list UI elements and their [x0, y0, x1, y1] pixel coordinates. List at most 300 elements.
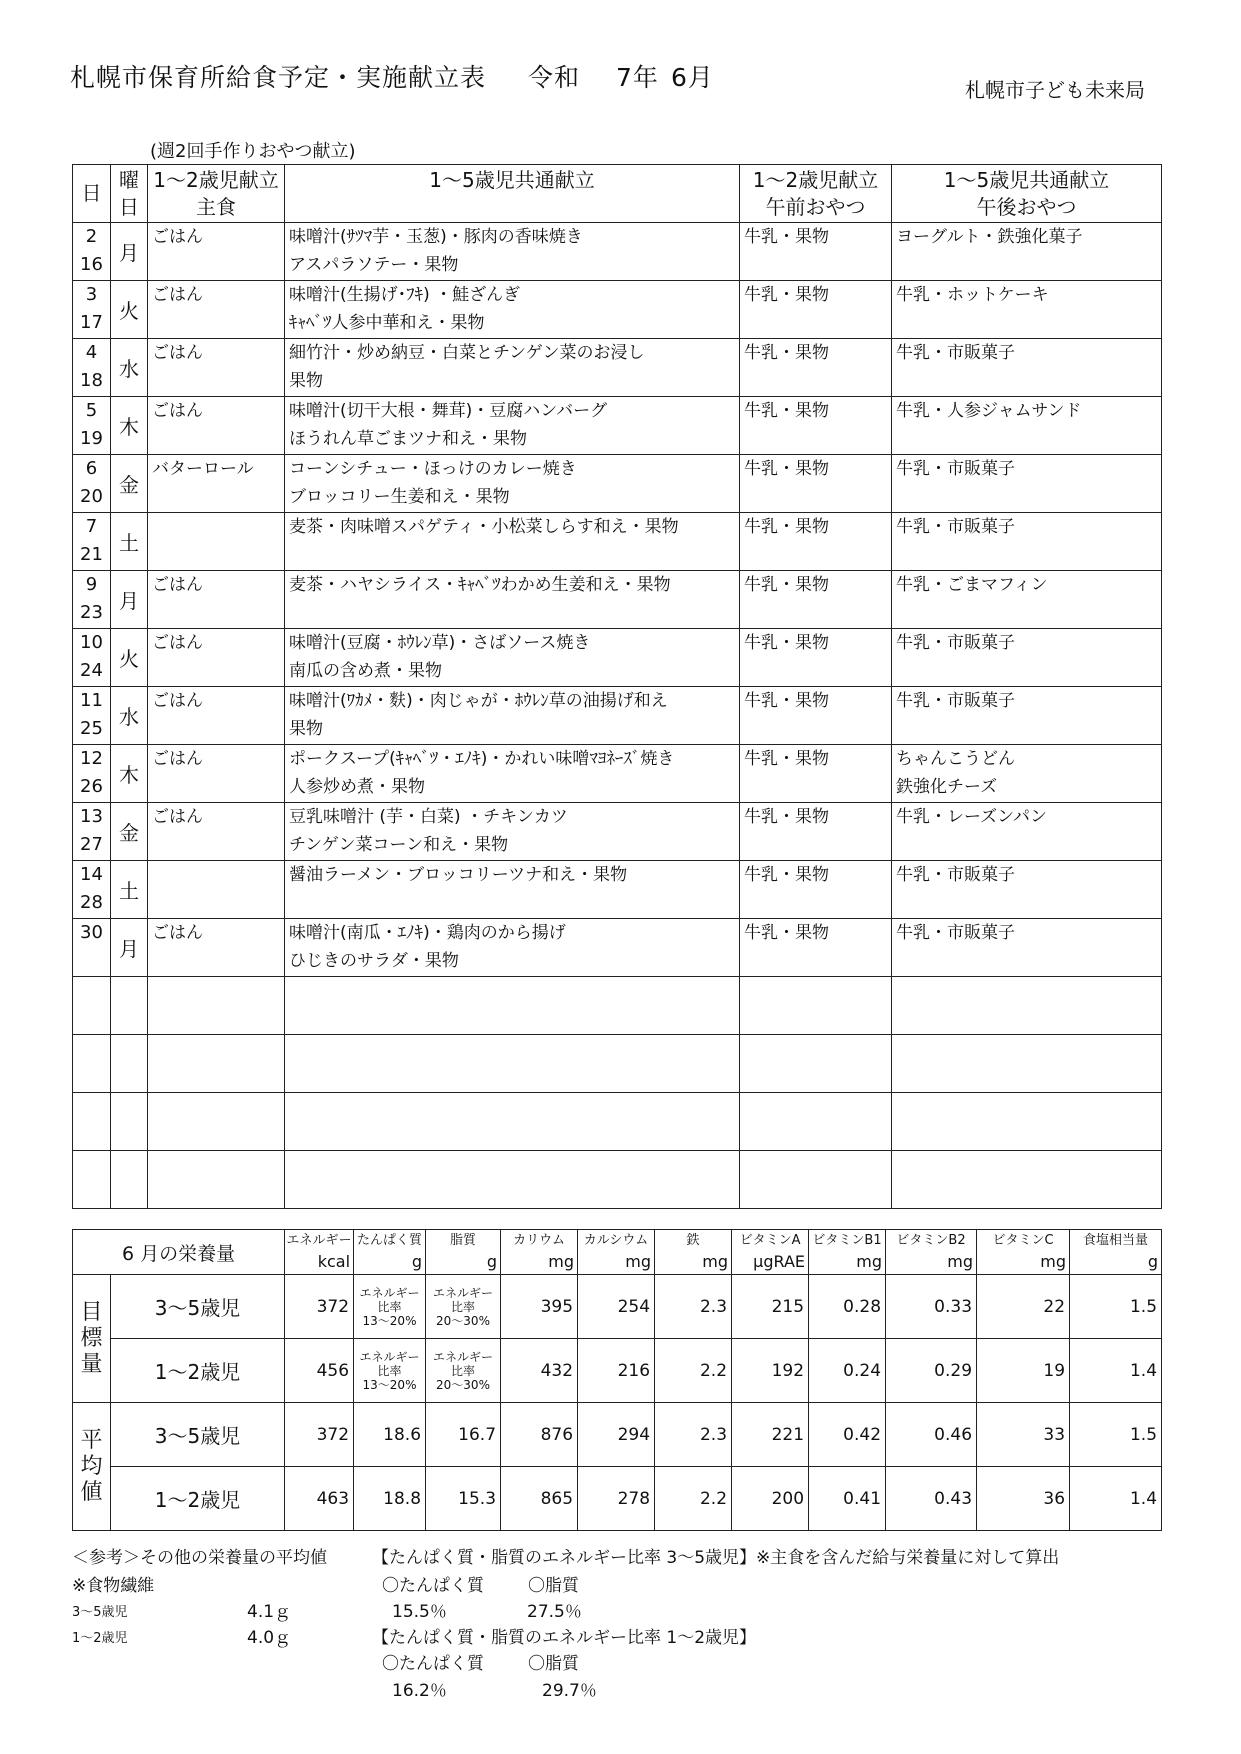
date-first: 11	[80, 690, 103, 711]
weekday-cell	[111, 1151, 148, 1209]
am-snack-text	[744, 1035, 891, 1063]
nutrient-unit: μgRAE	[753, 1252, 806, 1271]
value-potassium: 395	[501, 1275, 578, 1339]
date-first: 7	[85, 516, 98, 537]
am-snack-cell	[740, 513, 892, 571]
dish-line-1: 味噌汁(生揚げ･ﾌｷ) ・鮭ざんぎ	[289, 285, 521, 305]
value-potassium: 432	[501, 1339, 578, 1403]
dish-line-1: 味噌汁(切干大根・舞茸)・豆腐ハンバーグ	[289, 401, 608, 421]
am-snack-text: 牛乳・果物	[744, 691, 829, 711]
dish-line-1	[289, 1093, 739, 1121]
am-snack-cell	[740, 629, 892, 687]
date-first: 14	[80, 864, 103, 885]
menu-row	[73, 803, 1162, 861]
value-vitamin-b2: 0.43	[886, 1467, 977, 1531]
am-snack-text: 牛乳・果物	[744, 807, 829, 827]
pm-snack-cell	[892, 513, 1162, 571]
fat-ratio-note	[426, 1339, 501, 1403]
protein-ratio-1-2: 16.2％	[392, 1681, 447, 1701]
pm-snack-line-2	[896, 251, 1161, 279]
target-group-text: 目標量	[80, 1299, 103, 1377]
common-menu-cell	[285, 1035, 740, 1093]
pm-snack-cell	[892, 281, 1162, 339]
weekday-cell: 土	[111, 513, 148, 571]
staple-cell	[148, 571, 285, 629]
fat-ratio-1-2: 29.7％	[542, 1681, 597, 1701]
value-vitamin-c: 22	[977, 1275, 1070, 1339]
am-snack-text: 牛乳・果物	[744, 459, 829, 479]
nutrient-header	[655, 1230, 732, 1275]
protein-ratio-note	[354, 1275, 426, 1339]
staple-cell	[148, 281, 285, 339]
nutrient-header	[285, 1230, 354, 1275]
value-potassium: 865	[501, 1467, 578, 1531]
date-second: 18	[80, 370, 103, 391]
common-menu-cell	[285, 455, 740, 513]
nutrition-table	[72, 1229, 1162, 1531]
staple-cell	[148, 803, 285, 861]
value-iron: 2.3	[655, 1403, 732, 1467]
dish-line-2	[289, 1121, 739, 1149]
value-protein: 18.6	[354, 1403, 426, 1467]
date-cell	[73, 223, 111, 281]
ratio-range: 13～20%	[362, 1377, 417, 1392]
document-title	[70, 58, 714, 94]
menu-row	[73, 571, 1162, 629]
staple-cell	[148, 629, 285, 687]
ratio-line2: 比率	[451, 1299, 476, 1314]
am-snack-text: 牛乳・果物	[744, 575, 829, 595]
value-vitamin-c: 19	[977, 1339, 1070, 1403]
pm-snack-cell	[892, 339, 1162, 397]
pm-snack-cell	[892, 629, 1162, 687]
pm-snack-line-2	[896, 483, 1161, 511]
am-snack-text: 牛乳・果物	[744, 633, 829, 653]
pm-snack-line-1: ちゃんこうどん	[896, 749, 1015, 769]
reference-heading: ＜参考＞その他の栄養量の平均値	[72, 1548, 327, 1568]
age-label: 1～2歳児	[111, 1339, 285, 1403]
value-fat: 15.3	[426, 1467, 501, 1531]
staple-cell	[148, 687, 285, 745]
age-label: 1～2歳児	[111, 1467, 285, 1531]
staple-cell	[148, 339, 285, 397]
dish-line-2: 人参炒め煮・果物	[289, 777, 425, 797]
nutrient-label: 食塩相当量	[1083, 1233, 1149, 1248]
value-protein: 18.8	[354, 1467, 426, 1531]
pm-snack-cell	[892, 919, 1162, 977]
menu-row	[73, 223, 1162, 281]
common-menu-cell	[285, 513, 740, 571]
header-pm-line1: 1～5歳児共通献立	[943, 167, 1110, 192]
dish-line-1	[289, 977, 739, 1005]
menu-row	[73, 745, 1162, 803]
pm-snack-line-2	[896, 889, 1161, 917]
date-cell	[73, 281, 111, 339]
pm-snack-line-2: 鉄強化チーズ	[896, 777, 998, 797]
nutrient-header	[1070, 1230, 1162, 1275]
staple-cell	[148, 1035, 285, 1093]
menu-row	[73, 977, 1162, 1035]
weekday-cell: 月	[111, 223, 148, 281]
value-potassium: 876	[501, 1403, 578, 1467]
protein-label-3-5: 〇たんぱく質	[382, 1576, 484, 1596]
am-snack-text: 牛乳・果物	[744, 923, 829, 943]
menu-row	[73, 397, 1162, 455]
era-text: 令和	[528, 63, 581, 92]
date-cell	[73, 513, 111, 571]
date-cell	[73, 977, 111, 1035]
weekday-cell: 金	[111, 803, 148, 861]
ratio-range: 13～20%	[362, 1313, 417, 1328]
am-snack-text: 牛乳・果物	[744, 227, 829, 247]
value-vitamin-c: 33	[977, 1403, 1070, 1467]
dish-line-1: 麦茶・肉味噌スパゲティ・小松菜しらす和え・果物	[289, 517, 679, 537]
am-snack-text: 牛乳・果物	[744, 285, 829, 305]
title-text: 札幌市保育所給食予定・実施献立表	[70, 63, 487, 92]
staple-cell	[148, 1093, 285, 1151]
staple-cell	[148, 397, 285, 455]
menu-row	[73, 1093, 1162, 1151]
menu-row	[73, 281, 1162, 339]
header-day: 日	[73, 165, 111, 223]
common-menu-cell	[285, 1151, 740, 1209]
staple-text	[152, 513, 284, 541]
pm-snack-line-1: 牛乳・市販菓子	[896, 923, 1015, 943]
nutrient-label: ビタミンC	[992, 1233, 1054, 1248]
pm-snack-line-1: 牛乳・市販菓子	[896, 865, 1015, 885]
value-iron: 2.2	[655, 1339, 732, 1403]
dish-line-2: ほうれん草ごまツナ和え・果物	[289, 429, 527, 449]
am-snack-text: 牛乳・果物	[744, 401, 829, 421]
date-first: 2	[85, 226, 98, 247]
dish-line-2	[289, 1179, 739, 1207]
target-group-label	[73, 1275, 111, 1403]
value-vitamin-b1: 0.41	[809, 1467, 886, 1531]
date-cell	[73, 571, 111, 629]
pm-snack-cell	[892, 1093, 1162, 1151]
dish-line-1: 味噌汁(ﾜｶﾒ・麩)・肉じゃが・ﾎｳﾚﾝ草の油揚げ和え	[289, 691, 668, 711]
date-second: 28	[80, 892, 103, 913]
value-vitamin-b1: 0.42	[809, 1403, 886, 1467]
ratio-line1: エネルギー	[359, 1285, 420, 1300]
nutrient-label: 鉄	[686, 1233, 700, 1248]
date-cell	[73, 339, 111, 397]
am-snack-text: 牛乳・果物	[744, 749, 829, 769]
am-snack-cell	[740, 745, 892, 803]
pm-snack-line-1: 牛乳・市販菓子	[896, 459, 1015, 479]
weekday-cell: 火	[111, 281, 148, 339]
date-second: 23	[80, 602, 103, 623]
average-row-1-2	[73, 1467, 1162, 1531]
nutrient-unit: mg	[702, 1252, 729, 1271]
pm-snack-line-1	[896, 1093, 1161, 1121]
weekday-cell: 木	[111, 397, 148, 455]
pm-snack-line-2	[896, 367, 1161, 395]
am-snack-text	[744, 1151, 891, 1179]
dish-line-2: ｷｬﾍﾞﾂ人参中華和え・果物	[289, 313, 485, 333]
dish-line-2: 南瓜の含め煮・果物	[289, 661, 442, 681]
menu-header-row	[73, 165, 1162, 223]
handmade-snack-note: (週2回手作りおやつ献立)	[150, 141, 356, 162]
nutrition-header-row	[73, 1230, 1162, 1275]
date-cell	[73, 1093, 111, 1151]
date-cell	[73, 1035, 111, 1093]
header-pm-line2: 午後おやつ	[976, 194, 1077, 219]
common-menu-cell	[285, 223, 740, 281]
pm-snack-line-2	[896, 309, 1161, 337]
pm-snack-line-1: 牛乳・市販菓子	[896, 633, 1015, 653]
pm-snack-line-2	[896, 657, 1161, 685]
pm-snack-line-2	[896, 715, 1161, 743]
pm-snack-line-2	[896, 947, 1161, 975]
dish-line-2	[289, 1005, 739, 1033]
value-calcium: 216	[578, 1339, 655, 1403]
value-vitamin-a: 215	[732, 1275, 809, 1339]
staple-text: ごはん	[152, 227, 203, 247]
dish-line-2	[289, 1063, 739, 1091]
date-cell	[73, 803, 111, 861]
weekday-cell	[111, 1035, 148, 1093]
pm-snack-line-2	[896, 1063, 1161, 1091]
ratio-line1: エネルギー	[433, 1285, 494, 1300]
ratio-1-2-heading: 【たんぱく質・脂質のエネルギー比率 1～2歳児】	[372, 1628, 757, 1648]
dish-line-1: コーンシチュー・ほっけのカレー焼き	[289, 459, 577, 479]
ratio-line2: 比率	[377, 1363, 402, 1378]
common-menu-cell	[285, 977, 740, 1035]
pm-snack-line-2	[896, 599, 1161, 627]
nutrient-unit: mg	[625, 1252, 652, 1271]
value-energy: 456	[285, 1339, 354, 1403]
value-vitamin-a: 221	[732, 1403, 809, 1467]
nutrient-label: エネルギー	[286, 1233, 352, 1248]
age-label: 3～5歳児	[111, 1275, 285, 1339]
date-first: 10	[80, 632, 103, 653]
value-vitamin-b2: 0.33	[886, 1275, 977, 1339]
nutrient-label: ビタミンB2	[896, 1233, 966, 1248]
value-vitamin-a: 192	[732, 1339, 809, 1403]
dish-line-1: 細竹汁・炒め納豆・白菜とチンゲン菜のお浸し	[289, 343, 645, 363]
header-dow-line2: 日	[119, 194, 139, 219]
staple-text: ごはん	[152, 285, 203, 305]
pm-snack-line-1: 牛乳・市販菓子	[896, 691, 1015, 711]
fat-ratio-note	[426, 1275, 501, 1339]
common-menu-cell	[285, 339, 740, 397]
nutrient-unit: mg	[947, 1252, 974, 1271]
date-first: 12	[80, 748, 103, 769]
year-text: 7年	[616, 63, 659, 92]
am-snack-text	[744, 1093, 891, 1121]
pm-snack-line-1	[896, 977, 1161, 1005]
average-row-3-5	[73, 1403, 1162, 1467]
age-label: 3～5歳児	[111, 1403, 285, 1467]
nutrient-header	[501, 1230, 578, 1275]
average-group-text: 平均値	[80, 1427, 103, 1505]
pm-snack-cell	[892, 861, 1162, 919]
fat-label-1-2: 〇脂質	[528, 1654, 579, 1674]
date-cell	[73, 455, 111, 513]
pm-snack-cell	[892, 687, 1162, 745]
date-first: 9	[85, 574, 98, 595]
pm-snack-line-1: 牛乳・市販菓子	[896, 517, 1015, 537]
staple-cell	[148, 977, 285, 1035]
date-cell	[73, 919, 111, 977]
header-staple-line1: 1～2歳児献立	[153, 167, 279, 192]
menu-row	[73, 455, 1162, 513]
nutrient-header	[426, 1230, 501, 1275]
weekday-cell: 火	[111, 629, 148, 687]
staple-text	[152, 1035, 284, 1063]
fiber-3-5-value: 4.1ｇ	[247, 1602, 292, 1622]
value-fat: 16.7	[426, 1403, 501, 1467]
menu-row	[73, 919, 1162, 977]
nutrient-label: ビタミンB1	[812, 1233, 882, 1248]
weekday-cell: 土	[111, 861, 148, 919]
date-first: 5	[85, 400, 98, 421]
header-staple	[148, 165, 285, 223]
common-menu-cell	[285, 803, 740, 861]
value-iron: 2.3	[655, 1275, 732, 1339]
value-salt: 1.4	[1070, 1339, 1162, 1403]
common-menu-cell	[285, 745, 740, 803]
ratio-line1: エネルギー	[433, 1349, 494, 1364]
date-second: 24	[80, 660, 103, 681]
ratio-line2: 比率	[377, 1299, 402, 1314]
ratio-range: 20～30%	[436, 1377, 490, 1392]
protein-label-1-2: 〇たんぱく質	[382, 1654, 484, 1674]
common-menu-cell	[285, 687, 740, 745]
nutrient-label: ビタミンA	[739, 1233, 801, 1248]
am-snack-cell	[740, 223, 892, 281]
nutrient-label: たんぱく質	[357, 1233, 423, 1248]
date-second: 20	[80, 486, 103, 507]
am-snack-text: 牛乳・果物	[744, 343, 829, 363]
staple-cell	[148, 745, 285, 803]
weekday-cell: 水	[111, 339, 148, 397]
pm-snack-cell	[892, 1151, 1162, 1209]
dish-line-2: 果物	[289, 371, 323, 391]
weekday-cell: 金	[111, 455, 148, 513]
value-vitamin-a: 200	[732, 1467, 809, 1531]
pm-snack-line-1: 牛乳・ごまマフィン	[896, 575, 1048, 595]
staple-text: ごはん	[152, 575, 203, 595]
nutrient-label: カリウム	[513, 1233, 565, 1248]
menu-row	[73, 1151, 1162, 1209]
ratio-3-5-heading: 【たんぱく質・脂質のエネルギー比率 3～5歳児】※主食を含んだ給与栄養量に対して算出	[372, 1548, 1060, 1568]
dish-line-2: ブロッコリー生姜和え・果物	[289, 487, 510, 507]
fiber-3-5-label: 3～5歳児	[72, 1605, 128, 1620]
header-pm-snack	[892, 165, 1162, 223]
common-menu-cell	[285, 281, 740, 339]
nutrient-header	[732, 1230, 809, 1275]
staple-text: ごはん	[152, 807, 203, 827]
dish-line-1: 味噌汁(豆腐・ﾎｳﾚﾝ草)・さばソース焼き	[289, 633, 591, 653]
staple-text: ごはん	[152, 923, 203, 943]
value-energy: 372	[285, 1275, 354, 1339]
pm-snack-line-1	[896, 1151, 1161, 1179]
value-energy: 372	[285, 1403, 354, 1467]
header-staple-line2: 主食	[196, 194, 236, 219]
pm-snack-line-1: 牛乳・人参ジャムサンド	[896, 401, 1082, 421]
menu-row	[73, 861, 1162, 919]
am-snack-cell	[740, 687, 892, 745]
pm-snack-line-2	[896, 425, 1161, 453]
date-cell	[73, 861, 111, 919]
nutrient-label: カルシウム	[583, 1233, 649, 1248]
date-second: 25	[80, 718, 103, 739]
pm-snack-line-2	[896, 1121, 1161, 1149]
date-second: 16	[80, 254, 103, 275]
pm-snack-cell	[892, 455, 1162, 513]
average-group-label	[73, 1403, 111, 1531]
staple-cell	[148, 223, 285, 281]
weekday-cell: 水	[111, 687, 148, 745]
weekday-cell: 月	[111, 571, 148, 629]
header-common-menu: 1～5歳児共通献立	[285, 165, 740, 223]
staple-text	[152, 977, 284, 1005]
pm-snack-line-1: 牛乳・レーズンパン	[896, 807, 1047, 827]
value-calcium: 278	[578, 1467, 655, 1531]
dish-line-2: 果物	[289, 719, 323, 739]
common-menu-cell	[285, 571, 740, 629]
staple-cell	[148, 455, 285, 513]
nutrition-month-label: 6 月の栄養量	[73, 1230, 285, 1275]
protein-ratio-3-5: 15.5％	[392, 1602, 447, 1622]
dish-line-1: 醤油ラーメン・ブロッコリーツナ和え・果物	[289, 865, 628, 885]
dish-line-2	[289, 541, 739, 569]
header-dow	[111, 165, 148, 223]
header-am-line2: 午前おやつ	[765, 194, 866, 219]
am-snack-text: 牛乳・果物	[744, 865, 829, 885]
pm-snack-line-1: 牛乳・ホットケーキ	[896, 285, 1049, 305]
nutrient-unit: g	[411, 1252, 423, 1271]
nutrient-unit: mg	[548, 1252, 575, 1271]
dish-line-1: 味噌汁(南瓜・ｴﾉｷ)・鶏肉のから揚げ	[289, 923, 566, 943]
publisher: 札幌市子ども未来局	[965, 78, 1145, 102]
date-second: 27	[80, 834, 103, 855]
am-snack-text: 牛乳・果物	[744, 517, 829, 537]
am-snack-cell	[740, 339, 892, 397]
dish-line-2	[289, 889, 739, 917]
nutrient-header	[354, 1230, 426, 1275]
pm-snack-line-1: ヨーグルト・鉄強化菓子	[896, 227, 1083, 247]
date-cell	[73, 629, 111, 687]
nutrient-unit: mg	[1040, 1252, 1067, 1271]
nutrient-unit: g	[1147, 1252, 1159, 1271]
date-cell	[73, 745, 111, 803]
am-snack-cell	[740, 861, 892, 919]
nutrient-header	[809, 1230, 886, 1275]
ratio-range: 20～30%	[436, 1313, 490, 1328]
am-snack-cell	[740, 1093, 892, 1151]
dish-line-2: ひじきのサラダ・果物	[289, 951, 459, 971]
staple-cell	[148, 1151, 285, 1209]
am-snack-cell	[740, 919, 892, 977]
staple-text: バターロール	[152, 459, 254, 479]
value-calcium: 254	[578, 1275, 655, 1339]
menu-row	[73, 687, 1162, 745]
date-first: 6	[85, 458, 98, 479]
common-menu-cell	[285, 629, 740, 687]
am-snack-cell	[740, 1151, 892, 1209]
nutrient-header	[578, 1230, 655, 1275]
nutrient-label: 脂質	[450, 1233, 477, 1248]
date-cell	[73, 687, 111, 745]
menu-row	[73, 629, 1162, 687]
header-dow-line1: 曜	[119, 167, 139, 192]
fiber-1-2-value: 4.0ｇ	[247, 1628, 292, 1648]
dish-line-1	[289, 1035, 739, 1063]
fiber-label: ※食物繊維	[72, 1576, 155, 1596]
